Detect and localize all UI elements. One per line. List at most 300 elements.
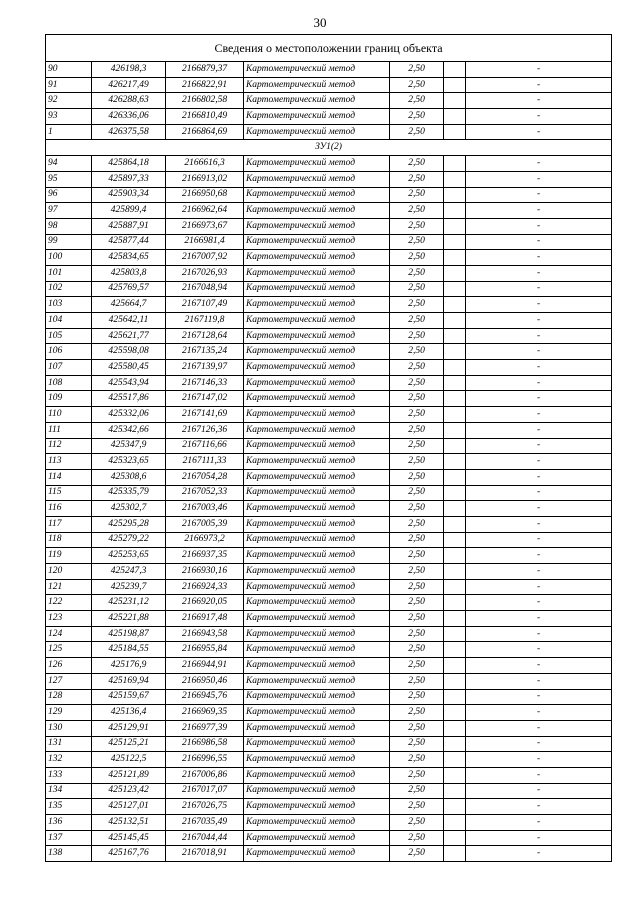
x-coordinate-cell: 425347,9 bbox=[92, 438, 166, 454]
description-cell: - bbox=[466, 642, 612, 658]
table-row bbox=[46, 705, 612, 721]
table-row bbox=[46, 830, 612, 846]
x-coordinate-cell: 425834,65 bbox=[92, 250, 166, 266]
method-cell: Картометрический метод bbox=[244, 658, 390, 674]
table-row bbox=[46, 548, 612, 564]
empty-cell bbox=[444, 564, 466, 580]
y-coordinate-cell: 2167139,97 bbox=[166, 360, 244, 376]
y-coordinate-cell: 2167107,49 bbox=[166, 297, 244, 313]
method-cell: Картометрический метод bbox=[244, 281, 390, 297]
point-number-cell: 92 bbox=[46, 93, 92, 109]
method-cell: Картометрический метод bbox=[244, 815, 390, 831]
x-coordinate-cell: 425122,5 bbox=[92, 752, 166, 768]
y-coordinate-cell: 2166973,67 bbox=[166, 218, 244, 234]
description-cell: - bbox=[466, 422, 612, 438]
point-number-cell: 106 bbox=[46, 344, 92, 360]
table-row bbox=[46, 579, 612, 595]
accuracy-cell: 2,50 bbox=[390, 438, 444, 454]
description-cell: - bbox=[466, 360, 612, 376]
method-cell: Картометрический метод bbox=[244, 564, 390, 580]
method-cell: Картометрический метод bbox=[244, 501, 390, 517]
point-number-cell: 91 bbox=[46, 77, 92, 93]
table-row bbox=[46, 360, 612, 376]
y-coordinate-cell: 2167141,69 bbox=[166, 407, 244, 423]
empty-cell bbox=[444, 187, 466, 203]
point-number-cell: 98 bbox=[46, 218, 92, 234]
x-coordinate-cell: 425125,21 bbox=[92, 736, 166, 752]
x-coordinate-cell: 425239,7 bbox=[92, 579, 166, 595]
method-cell: Картометрический метод bbox=[244, 77, 390, 93]
y-coordinate-cell: 2166864,69 bbox=[166, 124, 244, 140]
x-coordinate-cell: 425221,88 bbox=[92, 611, 166, 627]
y-coordinate-cell: 2167003,46 bbox=[166, 501, 244, 517]
accuracy-cell: 2,50 bbox=[390, 265, 444, 281]
description-cell: - bbox=[466, 548, 612, 564]
y-coordinate-cell: 2167044,44 bbox=[166, 830, 244, 846]
accuracy-cell: 2,50 bbox=[390, 516, 444, 532]
table-row bbox=[46, 642, 612, 658]
accuracy-cell: 2,50 bbox=[390, 595, 444, 611]
description-cell: - bbox=[466, 156, 612, 172]
description-cell: - bbox=[466, 391, 612, 407]
accuracy-cell: 2,50 bbox=[390, 705, 444, 721]
x-coordinate-cell: 425580,45 bbox=[92, 360, 166, 376]
x-coordinate-cell: 426217,49 bbox=[92, 77, 166, 93]
x-coordinate-cell: 425899,4 bbox=[92, 203, 166, 219]
empty-cell bbox=[444, 485, 466, 501]
accuracy-cell: 2,50 bbox=[390, 611, 444, 627]
y-coordinate-cell: 2166913,02 bbox=[166, 171, 244, 187]
empty-cell bbox=[444, 281, 466, 297]
y-coordinate-cell: 2166977,39 bbox=[166, 720, 244, 736]
point-number-cell: 131 bbox=[46, 736, 92, 752]
x-coordinate-cell: 425121,89 bbox=[92, 767, 166, 783]
x-coordinate-cell: 425543,94 bbox=[92, 375, 166, 391]
point-number-cell: 109 bbox=[46, 391, 92, 407]
y-coordinate-cell: 2166969,35 bbox=[166, 705, 244, 721]
accuracy-cell: 2,50 bbox=[390, 297, 444, 313]
y-coordinate-cell: 2167017,07 bbox=[166, 783, 244, 799]
point-number-cell: 107 bbox=[46, 360, 92, 376]
description-cell: - bbox=[466, 313, 612, 329]
method-cell: Картометрический метод bbox=[244, 532, 390, 548]
y-coordinate-cell: 2166943,58 bbox=[166, 626, 244, 642]
y-coordinate-cell: 2167006,86 bbox=[166, 767, 244, 783]
y-coordinate-cell: 2166945,76 bbox=[166, 689, 244, 705]
description-cell: - bbox=[466, 579, 612, 595]
table-row bbox=[46, 407, 612, 423]
accuracy-cell: 2,50 bbox=[390, 720, 444, 736]
description-cell: - bbox=[466, 815, 612, 831]
x-coordinate-cell: 425302,7 bbox=[92, 501, 166, 517]
table-row bbox=[46, 658, 612, 674]
table-row bbox=[46, 77, 612, 93]
empty-cell bbox=[444, 297, 466, 313]
accuracy-cell: 2,50 bbox=[390, 250, 444, 266]
x-coordinate-cell: 425335,79 bbox=[92, 485, 166, 501]
x-coordinate-cell: 425864,18 bbox=[92, 156, 166, 172]
y-coordinate-cell: 2167054,28 bbox=[166, 469, 244, 485]
point-number-cell: 132 bbox=[46, 752, 92, 768]
point-number-cell: 126 bbox=[46, 658, 92, 674]
method-cell: Картометрический метод bbox=[244, 736, 390, 752]
point-number-cell: 118 bbox=[46, 532, 92, 548]
accuracy-cell: 2,50 bbox=[390, 62, 444, 78]
y-coordinate-cell: 2167126,36 bbox=[166, 422, 244, 438]
empty-cell bbox=[444, 218, 466, 234]
empty-cell bbox=[444, 265, 466, 281]
y-coordinate-cell: 2167018,91 bbox=[166, 846, 244, 862]
empty-cell bbox=[444, 501, 466, 517]
accuracy-cell: 2,50 bbox=[390, 626, 444, 642]
table-row bbox=[46, 328, 612, 344]
method-cell: Картометрический метод bbox=[244, 124, 390, 140]
accuracy-cell: 2,50 bbox=[390, 548, 444, 564]
table-row bbox=[46, 93, 612, 109]
empty-cell bbox=[444, 595, 466, 611]
accuracy-cell: 2,50 bbox=[390, 579, 444, 595]
method-cell: Картометрический метод bbox=[244, 328, 390, 344]
method-cell: Картометрический метод bbox=[244, 783, 390, 799]
empty-cell bbox=[444, 375, 466, 391]
y-coordinate-cell: 2166973,2 bbox=[166, 532, 244, 548]
y-coordinate-cell: 2167135,24 bbox=[166, 344, 244, 360]
description-cell: - bbox=[466, 438, 612, 454]
method-cell: Картометрический метод bbox=[244, 407, 390, 423]
y-coordinate-cell: 2166962,64 bbox=[166, 203, 244, 219]
empty-cell bbox=[444, 532, 466, 548]
table-row bbox=[46, 313, 612, 329]
y-coordinate-cell: 2167147,02 bbox=[166, 391, 244, 407]
method-cell: Картометрический метод bbox=[244, 109, 390, 125]
x-coordinate-cell: 425159,67 bbox=[92, 689, 166, 705]
point-number-cell: 100 bbox=[46, 250, 92, 266]
method-cell: Картометрический метод bbox=[244, 626, 390, 642]
point-number-cell: 115 bbox=[46, 485, 92, 501]
description-cell: - bbox=[466, 344, 612, 360]
table-row bbox=[46, 815, 612, 831]
accuracy-cell: 2,50 bbox=[390, 234, 444, 250]
description-cell: - bbox=[466, 658, 612, 674]
method-cell: Картометрический метод bbox=[244, 611, 390, 627]
empty-cell bbox=[444, 548, 466, 564]
accuracy-cell: 2,50 bbox=[390, 109, 444, 125]
point-number-cell: 117 bbox=[46, 516, 92, 532]
accuracy-cell: 2,50 bbox=[390, 830, 444, 846]
accuracy-cell: 2,50 bbox=[390, 187, 444, 203]
section-label: ЗУ1(2) bbox=[46, 140, 612, 156]
accuracy-cell: 2,50 bbox=[390, 344, 444, 360]
y-coordinate-cell: 2167128,64 bbox=[166, 328, 244, 344]
empty-cell bbox=[444, 77, 466, 93]
description-cell: - bbox=[466, 297, 612, 313]
x-coordinate-cell: 425877,44 bbox=[92, 234, 166, 250]
accuracy-cell: 2,50 bbox=[390, 375, 444, 391]
empty-cell bbox=[444, 705, 466, 721]
y-coordinate-cell: 2166917,48 bbox=[166, 611, 244, 627]
method-cell: Картометрический метод bbox=[244, 422, 390, 438]
y-coordinate-cell: 2167116,66 bbox=[166, 438, 244, 454]
x-coordinate-cell: 425903,34 bbox=[92, 187, 166, 203]
accuracy-cell: 2,50 bbox=[390, 485, 444, 501]
method-cell: Картометрический метод bbox=[244, 391, 390, 407]
x-coordinate-cell: 425332,06 bbox=[92, 407, 166, 423]
method-cell: Картометрический метод bbox=[244, 203, 390, 219]
table-row bbox=[46, 783, 612, 799]
y-coordinate-cell: 2167052,33 bbox=[166, 485, 244, 501]
method-cell: Картометрический метод bbox=[244, 62, 390, 78]
empty-cell bbox=[444, 422, 466, 438]
accuracy-cell: 2,50 bbox=[390, 156, 444, 172]
empty-cell bbox=[444, 407, 466, 423]
empty-cell bbox=[444, 313, 466, 329]
method-cell: Картометрический метод bbox=[244, 689, 390, 705]
empty-cell bbox=[444, 156, 466, 172]
table-row bbox=[46, 564, 612, 580]
description-cell: - bbox=[466, 720, 612, 736]
method-cell: Картометрический метод bbox=[244, 171, 390, 187]
method-cell: Картометрический метод bbox=[244, 767, 390, 783]
description-cell: - bbox=[466, 799, 612, 815]
empty-cell bbox=[444, 171, 466, 187]
description-cell: - bbox=[466, 611, 612, 627]
accuracy-cell: 2,50 bbox=[390, 407, 444, 423]
description-cell: - bbox=[466, 250, 612, 266]
description-cell: - bbox=[466, 218, 612, 234]
x-coordinate-cell: 425136,4 bbox=[92, 705, 166, 721]
x-coordinate-cell: 425803,8 bbox=[92, 265, 166, 281]
table-row bbox=[46, 344, 612, 360]
accuracy-cell: 2,50 bbox=[390, 124, 444, 140]
point-number-cell: 133 bbox=[46, 767, 92, 783]
accuracy-cell: 2,50 bbox=[390, 391, 444, 407]
table-row bbox=[46, 626, 612, 642]
table-row bbox=[46, 391, 612, 407]
method-cell: Картометрический метод bbox=[244, 313, 390, 329]
point-number-cell: 104 bbox=[46, 313, 92, 329]
x-coordinate-cell: 425184,55 bbox=[92, 642, 166, 658]
x-coordinate-cell: 425198,87 bbox=[92, 626, 166, 642]
empty-cell bbox=[444, 830, 466, 846]
table-row bbox=[46, 62, 612, 78]
description-cell: - bbox=[466, 783, 612, 799]
y-coordinate-cell: 2166810,49 bbox=[166, 109, 244, 125]
x-coordinate-cell: 425169,94 bbox=[92, 673, 166, 689]
description-cell: - bbox=[466, 469, 612, 485]
table-row bbox=[46, 234, 612, 250]
empty-cell bbox=[444, 611, 466, 627]
accuracy-cell: 2,50 bbox=[390, 171, 444, 187]
table-row bbox=[46, 171, 612, 187]
description-cell: - bbox=[466, 62, 612, 78]
method-cell: Картометрический метод bbox=[244, 234, 390, 250]
accuracy-cell: 2,50 bbox=[390, 532, 444, 548]
table-row bbox=[46, 250, 612, 266]
x-coordinate-cell: 425176,9 bbox=[92, 658, 166, 674]
method-cell: Картометрический метод bbox=[244, 375, 390, 391]
x-coordinate-cell: 426336,06 bbox=[92, 109, 166, 125]
x-coordinate-cell: 425642,11 bbox=[92, 313, 166, 329]
description-cell: - bbox=[466, 752, 612, 768]
method-cell: Картометрический метод bbox=[244, 156, 390, 172]
description-cell: - bbox=[466, 564, 612, 580]
description-cell: - bbox=[466, 485, 612, 501]
y-coordinate-cell: 2166944,91 bbox=[166, 658, 244, 674]
table-row bbox=[46, 767, 612, 783]
y-coordinate-cell: 2166924,33 bbox=[166, 579, 244, 595]
accuracy-cell: 2,50 bbox=[390, 673, 444, 689]
point-number-cell: 137 bbox=[46, 830, 92, 846]
method-cell: Картометрический метод bbox=[244, 846, 390, 862]
y-coordinate-cell: 2167026,75 bbox=[166, 799, 244, 815]
accuracy-cell: 2,50 bbox=[390, 501, 444, 517]
accuracy-cell: 2,50 bbox=[390, 846, 444, 862]
point-number-cell: 138 bbox=[46, 846, 92, 862]
x-coordinate-cell: 425247,3 bbox=[92, 564, 166, 580]
empty-cell bbox=[444, 360, 466, 376]
table-row bbox=[46, 265, 612, 281]
method-cell: Картометрический метод bbox=[244, 830, 390, 846]
accuracy-cell: 2,50 bbox=[390, 281, 444, 297]
empty-cell bbox=[444, 109, 466, 125]
method-cell: Картометрический метод bbox=[244, 438, 390, 454]
x-coordinate-cell: 425167,76 bbox=[92, 846, 166, 862]
description-cell: - bbox=[466, 407, 612, 423]
y-coordinate-cell: 2167007,92 bbox=[166, 250, 244, 266]
accuracy-cell: 2,50 bbox=[390, 642, 444, 658]
method-cell: Картометрический метод bbox=[244, 93, 390, 109]
y-coordinate-cell: 2166879,37 bbox=[166, 62, 244, 78]
empty-cell bbox=[444, 62, 466, 78]
point-number-cell: 122 bbox=[46, 595, 92, 611]
method-cell: Картометрический метод bbox=[244, 516, 390, 532]
method-cell: Картометрический метод bbox=[244, 250, 390, 266]
table-row bbox=[46, 187, 612, 203]
table-row bbox=[46, 516, 612, 532]
point-number-cell: 136 bbox=[46, 815, 92, 831]
accuracy-cell: 2,50 bbox=[390, 360, 444, 376]
description-cell: - bbox=[466, 532, 612, 548]
point-number-cell: 124 bbox=[46, 626, 92, 642]
x-coordinate-cell: 426375,58 bbox=[92, 124, 166, 140]
table-row bbox=[46, 438, 612, 454]
table-row bbox=[46, 454, 612, 470]
method-cell: Картометрический метод bbox=[244, 265, 390, 281]
accuracy-cell: 2,50 bbox=[390, 313, 444, 329]
description-cell: - bbox=[466, 689, 612, 705]
table-row bbox=[46, 485, 612, 501]
table-row bbox=[46, 297, 612, 313]
x-coordinate-cell: 425897,33 bbox=[92, 171, 166, 187]
description-cell: - bbox=[466, 124, 612, 140]
empty-cell bbox=[444, 579, 466, 595]
method-cell: Картометрический метод bbox=[244, 673, 390, 689]
y-coordinate-cell: 2166616,3 bbox=[166, 156, 244, 172]
description-cell: - bbox=[466, 846, 612, 862]
accuracy-cell: 2,50 bbox=[390, 767, 444, 783]
empty-cell bbox=[444, 689, 466, 705]
description-cell: - bbox=[466, 673, 612, 689]
point-number-cell: 108 bbox=[46, 375, 92, 391]
table-row bbox=[46, 752, 612, 768]
description-cell: - bbox=[466, 516, 612, 532]
x-coordinate-cell: 425621,77 bbox=[92, 328, 166, 344]
table-row bbox=[46, 799, 612, 815]
accuracy-cell: 2,50 bbox=[390, 422, 444, 438]
method-cell: Картометрический метод bbox=[244, 579, 390, 595]
accuracy-cell: 2,50 bbox=[390, 77, 444, 93]
accuracy-cell: 2,50 bbox=[390, 218, 444, 234]
x-coordinate-cell: 425887,91 bbox=[92, 218, 166, 234]
method-cell: Картометрический метод bbox=[244, 705, 390, 721]
empty-cell bbox=[444, 124, 466, 140]
empty-cell bbox=[444, 344, 466, 360]
empty-cell bbox=[444, 454, 466, 470]
point-number-cell: 1 bbox=[46, 124, 92, 140]
y-coordinate-cell: 2166986,58 bbox=[166, 736, 244, 752]
x-coordinate-cell: 425342,66 bbox=[92, 422, 166, 438]
empty-cell bbox=[444, 626, 466, 642]
description-cell: - bbox=[466, 375, 612, 391]
table-row bbox=[46, 611, 612, 627]
description-cell: - bbox=[466, 187, 612, 203]
empty-cell bbox=[444, 673, 466, 689]
method-cell: Картометрический метод bbox=[244, 297, 390, 313]
method-cell: Картометрический метод bbox=[244, 548, 390, 564]
y-coordinate-cell: 2166950,46 bbox=[166, 673, 244, 689]
empty-cell bbox=[444, 783, 466, 799]
point-number-cell: 120 bbox=[46, 564, 92, 580]
y-coordinate-cell: 2167026,93 bbox=[166, 265, 244, 281]
method-cell: Картометрический метод bbox=[244, 344, 390, 360]
point-number-cell: 119 bbox=[46, 548, 92, 564]
point-number-cell: 95 bbox=[46, 171, 92, 187]
description-cell: - bbox=[466, 328, 612, 344]
point-number-cell: 113 bbox=[46, 454, 92, 470]
table-row bbox=[46, 501, 612, 517]
x-coordinate-cell: 425132,51 bbox=[92, 815, 166, 831]
table-title-row bbox=[46, 35, 612, 62]
description-cell: - bbox=[466, 77, 612, 93]
point-number-cell: 97 bbox=[46, 203, 92, 219]
empty-cell bbox=[444, 752, 466, 768]
accuracy-cell: 2,50 bbox=[390, 689, 444, 705]
method-cell: Картометрический метод bbox=[244, 485, 390, 501]
description-cell: - bbox=[466, 265, 612, 281]
x-coordinate-cell: 425145,45 bbox=[92, 830, 166, 846]
accuracy-cell: 2,50 bbox=[390, 736, 444, 752]
point-number-cell: 134 bbox=[46, 783, 92, 799]
empty-cell bbox=[444, 799, 466, 815]
y-coordinate-cell: 2166950,68 bbox=[166, 187, 244, 203]
method-cell: Картометрический метод bbox=[244, 218, 390, 234]
table-row bbox=[46, 109, 612, 125]
accuracy-cell: 2,50 bbox=[390, 815, 444, 831]
table-row bbox=[46, 203, 612, 219]
y-coordinate-cell: 2167111,33 bbox=[166, 454, 244, 470]
point-number-cell: 105 bbox=[46, 328, 92, 344]
table-row bbox=[46, 736, 612, 752]
x-coordinate-cell: 425129,91 bbox=[92, 720, 166, 736]
description-cell: - bbox=[466, 501, 612, 517]
point-number-cell: 125 bbox=[46, 642, 92, 658]
y-coordinate-cell: 2167005,39 bbox=[166, 516, 244, 532]
description-cell: - bbox=[466, 234, 612, 250]
y-coordinate-cell: 2166996,55 bbox=[166, 752, 244, 768]
point-number-cell: 127 bbox=[46, 673, 92, 689]
y-coordinate-cell: 2166981,4 bbox=[166, 234, 244, 250]
x-coordinate-cell: 426288,63 bbox=[92, 93, 166, 109]
